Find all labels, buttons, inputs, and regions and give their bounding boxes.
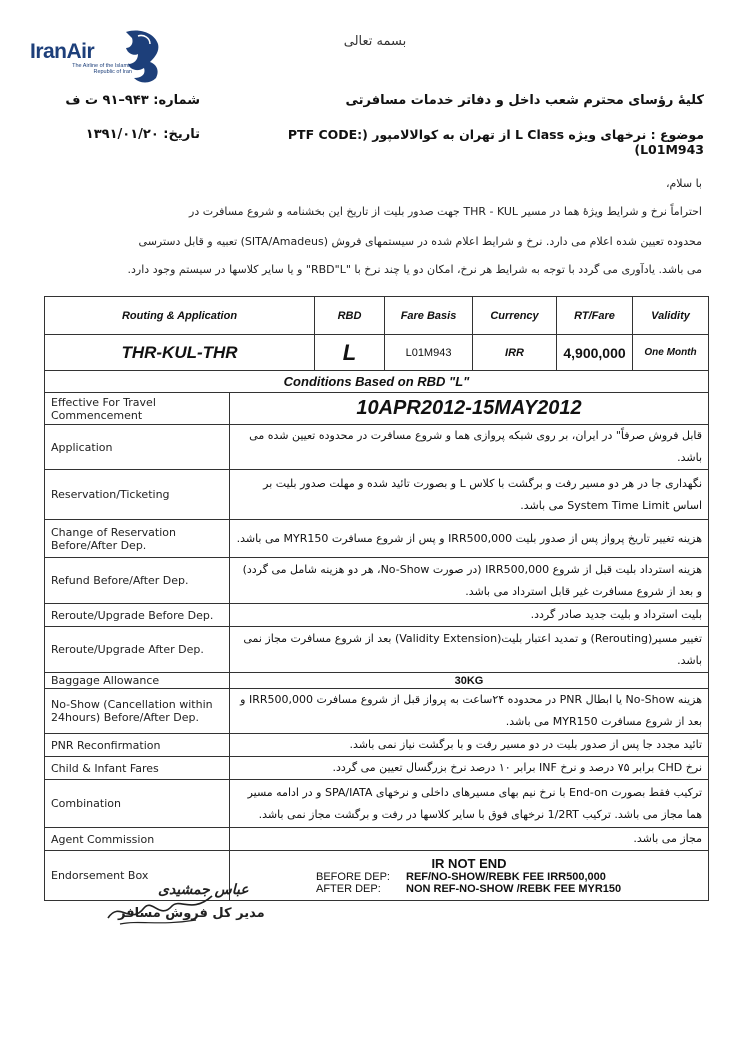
table-row [45,470,709,520]
row-label: Refund Before/After Dep. [45,558,230,604]
body-line-1: احتراماً نرخ و شرایط ویژهٔ هما در مسیر THR - KUL جهت صدور بلیت از تاریخ این بخشنامه و شروع مسافرت در [189,205,702,218]
after-label: AFTER DEP: [316,883,381,895]
row-label: Application [45,425,230,470]
row-value: بلیت استرداد و بلیت جدید صادر گردد. [230,604,709,627]
row-label: Combination [45,780,230,828]
table-row [45,604,709,627]
row-value: ترکیب فقط بصورت End-on با نرخ نیم بهای مسیرهای داخلی و نرخهای SPA/IATA و در ادامه مسیر هما مجاز می باشد. ترکیب 1/2RT نرخهای فوق با سایر کلاسها در رفت و برگشت مجاز نمی باشد. [230,780,709,828]
row-label: Effective For Travel Commencement [45,393,230,425]
endorsement-box [230,851,709,901]
table-row [45,734,709,757]
fare-routing: THR-KUL-THR [45,335,315,371]
table-row [45,425,709,470]
row-value: هزینه No-Show یا ابطال PNR در محدوده ۲۴ساعت به پرواز قبل از شروع مسافرت IRR500,000 و بعد از شروع مسافرت MYR150 می باشد. [230,689,709,734]
table-row [45,780,709,828]
letter-number: شماره: ۹۴۳–۹۱ ت ف [65,93,200,108]
fare-currency: IRR [473,335,557,371]
recipients-line: کلیهٔ رؤسای محترم شعب داخل و دفاتر خدمات مسافرتی [345,93,704,108]
before-value: REF/NO-SHOW/REBK FEE IRR500,000 [406,871,606,883]
header-currency: Currency [473,297,557,335]
fare-amount: 4,900,000 [557,335,633,371]
header-rt-fare: RT/Fare [557,297,633,335]
row-value: قابل فروش صرفاً" در ایران، بر روی شبکه پروازی هما و شروع مسافرت در محدوده تعیین شده می باشد. [230,425,709,470]
row-label: Change of Reservation Before/After Dep. [45,520,230,558]
fare-basis: L01M943 [385,335,473,371]
table-row [45,558,709,604]
letter-date: تاریخ: ۱۳۹۱/۰۱/۲۰ [85,127,200,142]
header-routing: Routing & Application [45,297,315,335]
endorsement-title: IR NOT END [431,856,507,871]
row-label: Baggage Allowance [45,673,230,689]
header-rbd: RBD [315,297,385,335]
row-label: No-Show (Cancellation within 24hours) Before/After Dep. [45,689,230,734]
after-value: NON REF-NO-SHOW /REBK FEE MYR150 [406,883,622,895]
fare-rbd: L [315,335,385,371]
logo-name: IranAir [30,40,95,63]
header-fare-basis: Fare Basis [385,297,473,335]
travel-period: 10APR2012-15MAY2012 [230,393,709,425]
table-row [45,627,709,673]
row-value: هزینه استرداد بلیت قبل از شروع IRR500,000 (در صورت No-Show، هر دو هزینه شامل می گردد) و بعد از شروع مسافرت غیر قابل استرداد می باشد. [230,558,709,604]
row-value: نرخ CHD برابر ۷۵ درصد و نرخ INF برابر ۱۰ درصد نرخ بزرگسال تعیین می گردد. [230,757,709,780]
subject-line: موضوع : نرخهای ویژه L Class از تهران به کوالالامپور (PTF CODE: L01M943) [287,127,704,157]
table-row [45,689,709,734]
row-label: Reroute/Upgrade Before Dep. [45,604,230,627]
salutation: با سلام، [665,177,702,190]
fare-conditions-table [44,296,709,901]
row-label: Agent Commission [45,828,230,851]
row-value: مجاز می باشد. [230,828,709,851]
header-validity: Validity [633,297,709,335]
row-value: تغییر مسیر(Rerouting) و تمدید اعتبار بلیت(Validity Extension) بعد از شروع مسافرت مجاز نمی باشد. [230,627,709,673]
row-value: تائید مجدد جا پس از صدور بلیت در دو مسیر رفت و با برگشت نیاز نمی باشد. [230,734,709,757]
row-label: Reroute/Upgrade After Dep. [45,627,230,673]
row-value: نگهداری جا در هر دو مسیر رفت و برگشت با کلاس L و بصورت تائید شده و مهلت صدور بلیت بر اساس System Time Limit می باشد. [230,470,709,520]
table-row [45,757,709,780]
body-line-3: می باشد. یادآوری می گردد با توجه به شرایط هر نرخ، امکان دو یا چند نرخ با "RBD"L" و یا سایر کلاسها در سیستم وجود دارد. [127,263,702,276]
row-label: Reservation/Ticketing [45,470,230,520]
row-label: Endorsement Box [45,851,230,901]
bismillah: بسمه تعالی [343,34,407,49]
fare-validity: One Month [633,335,709,371]
signatory-name: عباس جمشیدی [158,882,249,898]
body-line-2: محدوده تعیین شده اعلام می دارد. نرخ و شرایط اعلام شده در سیستمهای فروش (SITA/Amadeus) تعبیه و قابل دسترسی [138,235,702,248]
before-label: BEFORE DEP: [316,871,390,883]
table-row [45,520,709,558]
table-row [45,828,709,851]
signatory-title: مدیر کل فروش مسافر [118,906,265,921]
table-row [45,393,709,425]
table-row [45,673,709,689]
logo-tagline: The Airline of the Islamic Republic of Iran [72,63,132,75]
conditions-title: Conditions Based on RBD "L" [45,371,709,393]
baggage-value: 30KG [230,673,709,689]
row-value: هزینه تغییر تاریخ پرواز پس از صدور بلیت IRR500,000 و پس از شروع مسافرت MYR150 می باشد. [230,520,709,558]
row-label: PNR Reconfirmation [45,734,230,757]
row-label: Child & Infant Fares [45,757,230,780]
